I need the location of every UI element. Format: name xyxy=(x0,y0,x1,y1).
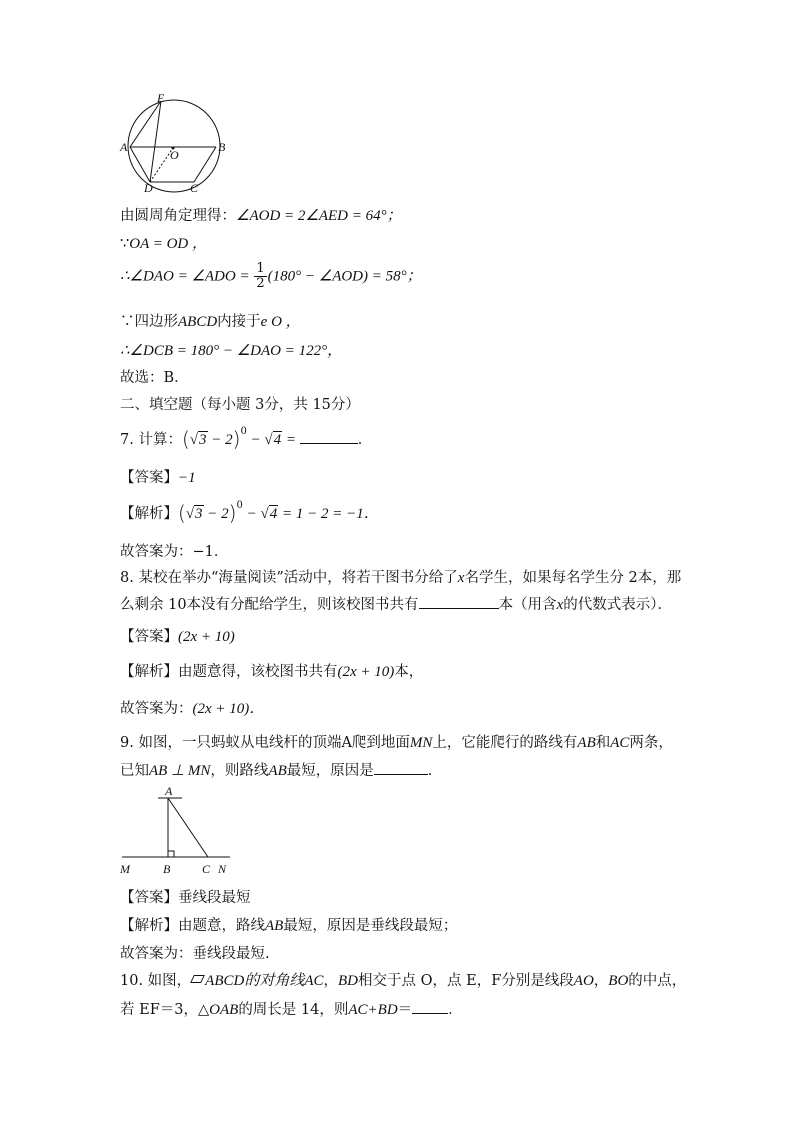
q9-question-line1: 9. 如图，一只蚂蚁从电线杆的顶端A爬到地面MN上，它能爬行的路线有AB和AC两条， xyxy=(120,735,673,751)
q7-analysis: 【解析】$(√3 - 2)^0 - √4 = 1 - 2 = -1$． xyxy=(120,500,379,525)
q9-final: 故答案为：垂线段最短. xyxy=(120,946,270,962)
label-C: C xyxy=(202,862,211,876)
label-B: B xyxy=(218,140,226,154)
q8-answer: 【答案】(2x + 10) xyxy=(120,629,235,645)
label-C: C xyxy=(190,181,199,195)
pole-figure xyxy=(118,784,238,876)
label-A: A xyxy=(165,784,173,798)
q8-question-line1: 8. 某校在举办“海量阅读”活动中，将若干图书分给了x名学生，如果每名学生分 2本，那 xyxy=(120,570,682,586)
label-O: O xyxy=(170,148,179,162)
q8-final: 故答案为：(2x + 10)． xyxy=(120,701,265,717)
q9-answer: 【答案】垂线段最短 xyxy=(120,890,251,906)
fraction-half: $\frac{1}{2}$ xyxy=(256,261,265,291)
label-B: B xyxy=(163,862,171,876)
q7-final: 故答案为：−1． xyxy=(120,544,229,560)
circle-figure xyxy=(118,92,230,196)
q9-analysis: 【解析】由题意，路线AB最短，原因是垂线段最短； xyxy=(120,918,458,934)
solution-line-1: 由圆周角定理得：∠AOD = 2∠AED = 64°； xyxy=(120,208,402,224)
q9-question-line2: 已知AB ⊥ MN，则路线AB最短，原因是 ． xyxy=(120,763,443,779)
solution-line-4: ∵四边形ABCD内接于e O ， xyxy=(120,314,301,330)
q8-question-line2: 么剩余 10本没有分配给学生，则该校图书共有 本（用含x的代数式表示）． xyxy=(120,597,672,613)
label-A: A xyxy=(120,140,128,154)
q7-question: 7. 计算：$(√3 - 2)^0 - √4$ = ． xyxy=(120,426,373,451)
solution-line-3: ∴∠DAO = ∠ADO = $\frac{1}{2}$ (180° − ∠AOD) = 58°； xyxy=(120,261,422,291)
solution-line-6: 故选：B． xyxy=(120,370,189,386)
solution-line-5: ∴∠DCB = 180° − ∠DAO = 122°， xyxy=(120,343,343,359)
solution-line-2: ∵OA = OD ， xyxy=(120,236,207,252)
label-E: E xyxy=(157,92,165,105)
parallelogram-icon xyxy=(190,975,205,983)
label-D: D xyxy=(144,181,153,195)
label-M: M xyxy=(120,862,130,876)
section-title: 二、填空题（每小题 3分，共 15分） xyxy=(120,397,360,413)
q8-analysis: 【解析】由题意得，该校图书共有(2x + 10)本， xyxy=(120,664,424,680)
label-N: N xyxy=(218,862,227,876)
q10-question-line2: 若 EF＝3，△OAB的周长是 14，则AC+BD＝ ． xyxy=(120,1002,463,1018)
q10-question-line1: 10. 如图， ABCD的对角线AC，BD相交于点 O，点 E，F分别是线段AO，BO的中点， xyxy=(120,973,687,989)
q7-answer: 【答案】−1 xyxy=(120,470,196,486)
